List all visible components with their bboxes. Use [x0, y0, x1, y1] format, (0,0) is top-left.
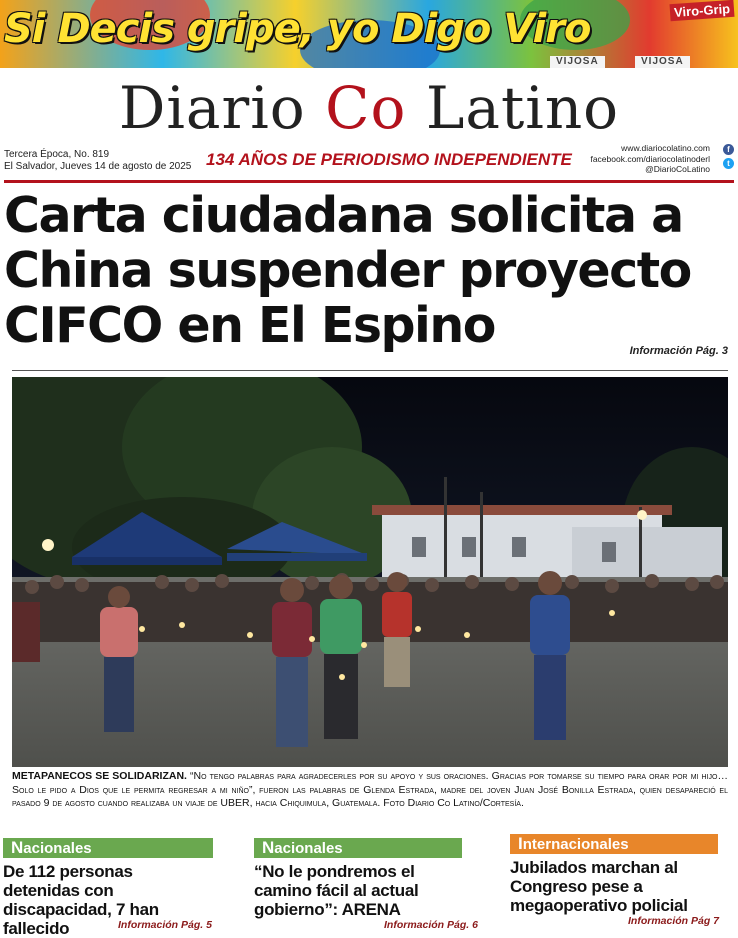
story-headline[interactable]: Jubilados marchan al Congreso pese a megaoperativo policial [510, 858, 688, 915]
story-headline[interactable]: De 112 personas detenidas con discapacidad, 7 han fallecido [3, 862, 159, 938]
name-part: Latino [406, 74, 620, 142]
twitter-icon[interactable]: t [723, 158, 734, 169]
sponsor-label: VIJOSA [550, 56, 605, 68]
story-page-ref: Información Pág 7 [628, 915, 720, 927]
caption-lead: METAPANECOS SE SOLIDARIZAN. [12, 770, 187, 782]
edition-info [4, 149, 191, 173]
section-name: acionales [23, 840, 92, 857]
name-part: Diario [118, 74, 326, 142]
section-name: nternacionales [522, 836, 629, 853]
banner-slogan: Si Decis gripe, yo Digo Viro [4, 6, 591, 52]
top-banner-ad[interactable] [0, 0, 738, 68]
lead-headline[interactable] [4, 188, 734, 353]
section-initial: I [518, 834, 523, 853]
caption-body: “No tengo palabras para agradecerles por su apoyo y sus oraciones. Gracias por tomarse su tiempo para orar por mi hijo… Solo le pido a Dios que le permita regresar a mi niño”, fueron las palabras de Glenda Estrada, madre del joven Juan José Bonilla Estrada, quien desapareció el pasado 9 de agosto cuando realizaba un viaje de UBER, hacia Chiquimula, Guatemala. Foto Diario Co Latino/Cortesía. [12, 770, 729, 809]
edition-number: Tercera Época, No. 819 [4, 149, 110, 160]
masthead [0, 72, 738, 144]
section-name: acionales [274, 840, 343, 857]
divider [12, 370, 728, 371]
vigil-photo-illustration [12, 377, 728, 767]
story-headline[interactable]: “No le pondremos el camino fácil al actual gobierno”: ARENA [254, 862, 419, 919]
lead-photo [12, 377, 728, 767]
story-column-nacionales-2[interactable] [254, 838, 462, 919]
tagline: 134 AÑOS DE PERIODISMO INDEPENDIENTE [206, 150, 572, 169]
newspaper-name[interactable] [0, 72, 738, 144]
headline-page-ref: Información Pág. 3 [629, 345, 728, 357]
headline-line: CIFCO en El Espino [4, 297, 495, 354]
sponsor-label: VIJOSA [635, 56, 690, 68]
section-header-nacionales [3, 838, 213, 858]
name-co: Co [325, 74, 407, 142]
edition-date: El Salvador, Jueves 14 de agosto de 2025 [4, 161, 192, 172]
section-header-internacionales [510, 834, 718, 854]
story-page-ref: Información Pág. 6 [384, 919, 478, 931]
social-links [590, 143, 710, 175]
facebook-icon[interactable]: f [723, 144, 734, 155]
headline-line: Carta ciudadana solicita a [4, 187, 683, 244]
facebook-link[interactable]: facebook.com/diariocolatinoderl [590, 153, 710, 164]
section-header-nacionales [254, 838, 462, 858]
section-initial: N [262, 838, 275, 857]
divider [4, 180, 734, 183]
banner-brand: Viro-Grip [669, 0, 734, 21]
website-link[interactable]: www.diariocolatino.com [621, 143, 710, 153]
photo-caption [12, 770, 728, 811]
headline-line: China suspender proyecto [4, 242, 691, 299]
story-column-internacionales[interactable] [510, 834, 718, 915]
section-initial: N [11, 838, 24, 857]
twitter-link[interactable]: @DiarioCoLatino [645, 164, 710, 174]
story-page-ref: Información Pág. 5 [118, 919, 212, 931]
